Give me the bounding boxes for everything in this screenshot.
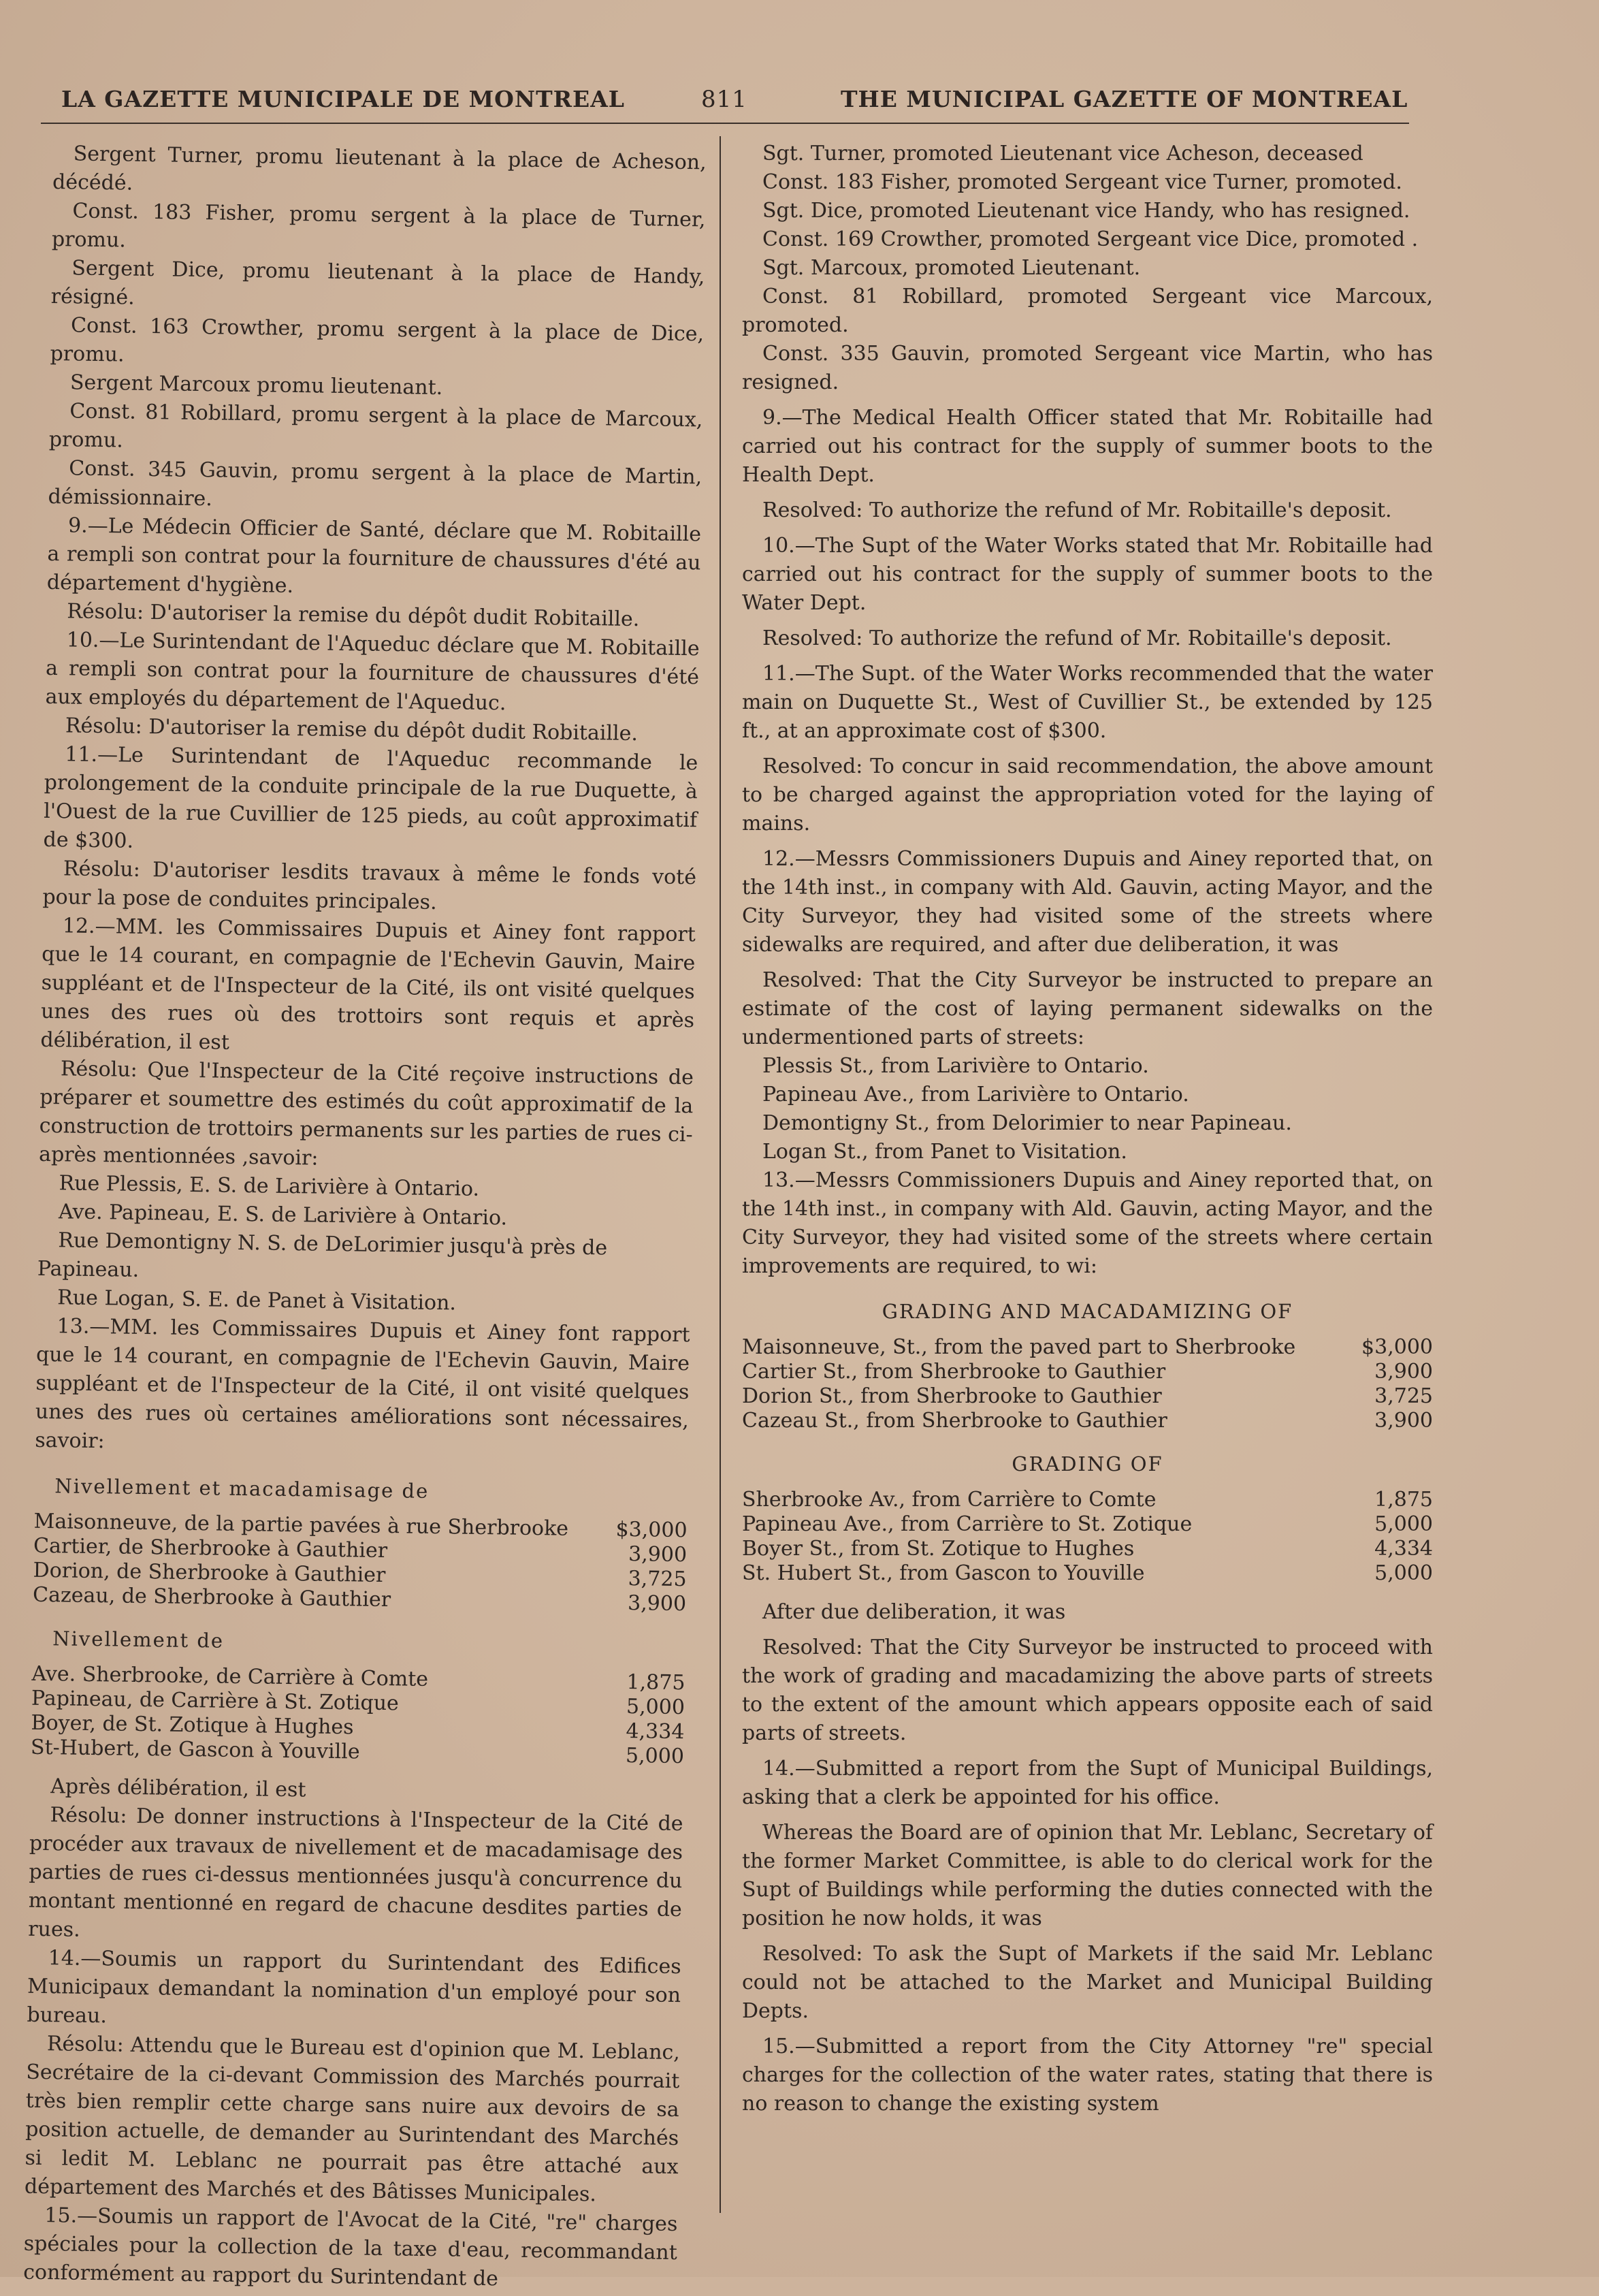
row-amount: 1,875 <box>1374 1488 1433 1512</box>
table-row <box>742 1360 1433 1384</box>
row-label: Cartier St., from Sherbrooke to Gauthier <box>742 1360 1166 1384</box>
paragraph: Sergent Dice, promu lieutenant à la place de Handy, résigné. <box>50 256 705 310</box>
row-amount: 3,900 <box>1374 1360 1433 1384</box>
row-label: Boyer St., from St. Zotique to Hughes <box>742 1537 1135 1561</box>
row-amount: 5,000 <box>1374 1512 1433 1536</box>
street-item: Plessis St., from Larivière to Ontario. <box>762 1054 1149 1078</box>
english-macadam-table <box>742 1335 1433 1433</box>
french-heading-macadam: Nivellement et macadamisage de <box>54 1474 430 1503</box>
row-label: Sherbrooke Av., from Carrière to Comte <box>742 1488 1157 1512</box>
street-item: Logan St., from Panet to Visitation. <box>762 1140 1127 1164</box>
paragraph: Sgt. Turner, promoted Lieutenant vice Acheson, deceased <box>762 142 1363 165</box>
english-street-list <box>742 1052 1433 1166</box>
row-label: Cazeau St., from Sherbrooke to Gauthier <box>742 1409 1167 1433</box>
header-title-french: LA GAZETTE MUNICIPALE DE MONTREAL <box>61 86 626 112</box>
paragraph: After due deliberation, it was <box>762 1600 1066 1624</box>
street-item: Rue Demontigny N. S. de DeLorimier jusqu'à près de Papineau. <box>37 1228 608 1282</box>
paragraph: Const. 183 Fisher, promoted Sergeant vice Turner, promoted. <box>762 170 1402 194</box>
paragraph: 11.—The Supt. of the Water Works recommended that the water main on Duquette St., West of Cuvillier St., be extended by 125 ft., at an approximate cost of $300. <box>742 662 1433 743</box>
paragraph: 14.—Soumis un rapport du Surintendant des Edifices Municipaux demandant la nomination d'un employé pour son bureau. <box>27 1946 681 2028</box>
header-title-english: THE MUNICIPAL GAZETTE OF MONTREAL <box>841 86 1408 112</box>
row-amount: 3,900 <box>628 1542 688 1567</box>
row-amount: 3,900 <box>627 1591 687 1616</box>
french-paragraphs-top <box>39 140 707 1178</box>
table-row <box>742 1537 1433 1561</box>
row-amount: 1,875 <box>626 1670 685 1695</box>
row-label: Dorion St., from Sherbrooke to Gauthier <box>742 1384 1162 1408</box>
english-heading-grading: GRADING OF <box>1012 1452 1163 1476</box>
paragraph: 10.—The Supt of the Water Works stated that Mr. Robitaille had carried out his contract for the supply of summer boots to the Water Dept. <box>742 534 1433 615</box>
paragraph: Résolu: Attendu que le Bureau est d'opinion que M. Leblanc, Secrétaire de la ci-devant Commission des Marchés pourrait très bien remplir cette charge sans nuire aux devoirs de sa position actuelle, de demander au Surintendant des Marchés si ledit M. Leblanc ne pourrait pas être attaché aux département des Marchés et des Bâtisses Municipales. <box>24 2032 681 2207</box>
paragraph: 15.—Soumis un rapport de l'Avocat de la Cité, "re" charges spéciales pour la collection de la taxe d'eau, recommandant conformément au rapport du Surintendant de <box>23 2203 678 2291</box>
row-amount: 3,900 <box>1374 1409 1433 1433</box>
row-amount: 4,334 <box>626 1719 685 1744</box>
table-row <box>742 1335 1433 1360</box>
row-amount: 5,000 <box>625 1743 685 1769</box>
table-row <box>742 1512 1433 1537</box>
row-amount: 4,334 <box>1374 1537 1433 1561</box>
table-row <box>742 1409 1433 1433</box>
table-row <box>742 1384 1433 1409</box>
paragraph: Résolu: D'autoriser lesdits travaux à même le fonds voté pour la pose de conduites principales. <box>42 857 697 914</box>
paragraph: Resolved: That the City Surveyor be instructed to proceed with the work of grading and macadamizing the above parts of streets to the extent of the amount which appears opposite each of said parts of streets. <box>742 1636 1433 1745</box>
paragraph: 10.—Le Surintendant de l'Aqueduc déclare que M. Robitaille a rempli son contrat pour la fourniture de chaussures d'été aux employés du département de l'Aqueduc. <box>45 628 700 716</box>
paragraph: Après délibération, il est <box>50 1774 306 1802</box>
row-amount: $3,000 <box>615 1517 688 1543</box>
row-amount: 3,725 <box>1374 1384 1433 1408</box>
row-amount: $3,000 <box>1361 1335 1433 1359</box>
row-amount: 5,000 <box>626 1694 685 1720</box>
street-item: Papineau Ave., from Larivière to Ontario. <box>762 1083 1189 1106</box>
table-row <box>742 1488 1433 1512</box>
row-label: Dorion, de Sherbrooke à Gauthier <box>33 1558 386 1588</box>
row-label: St. Hubert St., from Gascon to Youville <box>742 1561 1145 1585</box>
street-item: Rue Logan, S. E. de Panet à Visitation. <box>57 1286 457 1316</box>
paragraph: Resolved: To authorize the refund of Mr. Robitaille's deposit. <box>762 626 1392 650</box>
paragraph: Resolved: That the City Surveyor be instructed to prepare an estimate of the cost of laying permanent sidewalks on the undermentioned parts of streets: <box>742 968 1433 1049</box>
paragraph: 12.—Messrs Commissioners Dupuis and Ainey reported that, on the 14th inst., in company with Ald. Gauvin, acting Mayor, and the City Surveyor, they had visited some of the streets where sidewalks are required, and after due deliberation, it was <box>742 847 1433 957</box>
paragraph: 11.—Le Surintendant de l'Aqueduc recommande le prolongement de la conduite principale de la rue Duquette, à l'Ouest de la rue Cuvillier de 125 pieds, au coût approximatif de $300. <box>43 742 698 853</box>
street-item: Ave. Papineau, E. S. de Larivière à Ontario. <box>58 1200 508 1230</box>
paragraph: Const. 81 Robillard, promu sergent à la place de Marcoux, promu. <box>48 399 703 453</box>
row-label: Papineau Ave., from Carrière to St. Zotique <box>742 1512 1193 1536</box>
french-street-list <box>37 1169 692 1321</box>
paragraph: Const. 335 Gauvin, promoted Sergeant vice Martin, who has resigned. <box>742 342 1433 394</box>
street-item: Demontigny St., from Delorimier to near Papineau. <box>762 1111 1292 1135</box>
french-macadam-table <box>33 1510 688 1616</box>
paragraph: Sergent Turner, promu lieutenant à la place de Acheson, décédé. <box>52 142 707 195</box>
paragraph: 9.—Le Médecin Officier de Santé, déclare que M. Robitaille a rempli son contrat pour la fourniture de chaussures d'été au département d'hygiène. <box>46 513 702 598</box>
paragraph: Const. 163 Crowther, promu sergent à la place de Dice, promu. <box>50 313 705 367</box>
paragraph: Whereas the Board are of opinion that Mr. Leblanc, Secretary of the former Market Committee, is able to do clerical work for the Supt of Buildings while performing the duties connected with the position he now holds, it was <box>742 1821 1433 1930</box>
paragraph: Const. 345 Gauvin, promu sergent à la place de Martin, démissionnaire. <box>48 456 702 511</box>
paragraph: Const. 169 Crowther, promoted Sergeant vice Dice, promoted . <box>762 227 1419 251</box>
paragraph: 12.—MM. les Commissaires Dupuis et Ainey font rapport que le 14 courant, en compagnie de l'Echevin Gauvin, Maire suppléant et de l'Inspecteur de la Cité, ils ont visité quelques unes des rues où des trottoirs sont requis et après délibération, il est <box>40 914 696 1055</box>
row-label: Cartier, de Sherbrooke à Gauthier <box>33 1533 388 1563</box>
row-label: Ave. Sherbrooke, de Carrière à Comte <box>31 1661 429 1691</box>
row-label: Maisonneuve, de la partie pavées à rue Sherbrooke <box>33 1509 569 1541</box>
paragraph: 14.—Submitted a report from the Supt of Municipal Buildings, asking that a clerk be appointed for his office. <box>742 1757 1433 1809</box>
paragraph: Resolved: To ask the Supt of Markets if the said Mr. Leblanc could not be attached to the Market and Municipal Building Depts. <box>742 1942 1433 2023</box>
english-column <box>742 140 1433 2118</box>
row-amount: 3,725 <box>628 1567 687 1592</box>
column-divider <box>720 136 721 2213</box>
paragraph: Résolu: D'autoriser la remise du dépôt dudit Robitaille. <box>67 599 640 632</box>
row-label: Boyer, de St. Zotique à Hughes <box>31 1710 354 1740</box>
paragraph: Sergent Marcoux promu lieutenant. <box>69 370 443 400</box>
row-label: Papineau, de Carrière à St. Zotique <box>31 1686 400 1716</box>
paragraph: Resolved: To concur in said recommendation, the above amount to be charged against the appropriation voted for the laying of mains. <box>742 754 1433 835</box>
paragraph: Const. 183 Fisher, promu sergent à la place de Turner, promu. <box>51 199 706 253</box>
english-grading-table <box>742 1488 1433 1586</box>
paragraph: Sgt. Marcoux, promoted Lieutenant. <box>762 256 1141 280</box>
row-amount: 5,000 <box>1374 1561 1433 1585</box>
english-paragraphs-bottom <box>742 1598 1433 2118</box>
page-header <box>54 80 1416 121</box>
paragraph: Résolu: Que l'Inspecteur de la Cité reçoive instructions de préparer et soumettre des estimés du coût approximatif de la construction de trottoirs permanents sur les parties de rues ci-après mentionnées ,savoir: <box>38 1057 694 1170</box>
french-paragraphs-bottom <box>23 1772 683 2296</box>
street-item: Rue Plessis, E. S. de Larivière à Ontario. <box>59 1171 480 1201</box>
paragraph: 15.—Submitted a report from the City Attorney "re" special charges for the collection of the water rates, stating that there is no reason to change the existing system <box>742 2035 1433 2116</box>
row-label: Cazeau, de Sherbrooke à Gauthier <box>32 1582 391 1612</box>
paragraph: Résolu: De donner instructions à l'Inspecteur de la Cité de procéder aux travaux de nivellement et de macadamisage des parties de rues ci-dessus mentionnées jusqu'à concurrence du montant mentionné en regard de chacune desdites parties de rues. <box>28 1803 683 1942</box>
english-paragraph-13: 13.—Messrs Commissioners Dupuis and Ainey reported that, on the 14th inst., in company with Ald. Gauvin, acting Mayor, and the City Surveyor, they had visited some of the streets where certain improvements are required, to wi: <box>742 1168 1433 1278</box>
paragraph: 9.—The Medical Health Officer stated that Mr. Robitaille had carried out his contract for the supply of summer boots to the Health Dept. <box>742 406 1433 487</box>
french-column <box>23 140 707 2296</box>
table-row <box>742 1561 1433 1586</box>
french-heading-grading: Nivellement de <box>52 1627 225 1653</box>
paragraph: Const. 81 Robillard, promoted Sergeant vice Marcoux, promoted. <box>742 285 1433 337</box>
paragraph: Sgt. Dice, promoted Lieutenant vice Handy, who has resigned. <box>762 199 1410 223</box>
header-rule <box>41 123 1409 124</box>
paragraph: Résolu: D'autoriser la remise du dépôt dudit Robitaille. <box>65 714 639 746</box>
paragraph: Resolved: To authorize the refund of Mr. Robitaille's deposit. <box>762 498 1392 522</box>
row-label: St-Hubert, de Gascon à Youville <box>30 1735 360 1764</box>
french-grading-table <box>31 1662 685 1769</box>
english-paragraphs-top <box>742 140 1433 1052</box>
french-paragraph-13: 13.—MM. les Commissaires Dupuis et Ainey font rapport que le 14 courant, en compagnie de l'Echevin Gauvin, Maire suppléant et de l'Inspecteur de la Cité, il ont visité quelques unes des rues où certaines améliorations sont nécessaires, savoir: <box>35 1314 690 1454</box>
page-number: 811 <box>701 86 747 113</box>
english-heading-macadam: GRADING AND MACADAMIZING OF <box>882 1300 1293 1323</box>
row-label: Maisonneuve, St., from the paved part to Sherbrooke <box>742 1335 1296 1359</box>
